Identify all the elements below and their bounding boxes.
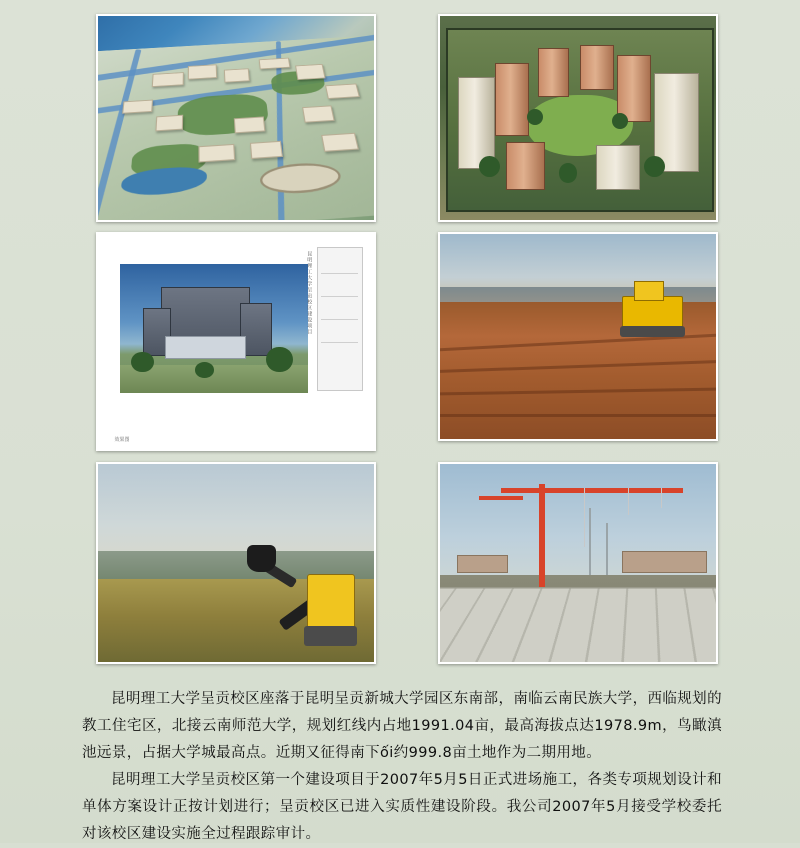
photo-excavator-site <box>96 462 376 664</box>
photo-campus-master-plan-model <box>96 14 376 222</box>
paragraph-1: 昆明理工大学呈贡校区座落于昆明呈贡新城大学园区东南部，南临云南民族大学，西临规划的教工住宅区，北接云南师范大学，规划红线内占地1991.04亩，最高海拔点达1978.9m，鸟瞰滇池远景，占据大学城最高点。近期又征得南下ối约999.8亩土地作为二期用地。 <box>82 691 722 761</box>
paragraph-2: 昆明理工大学呈贡校区第一个建设项目于2007年5月5日正式进场施工，各类专项规划设计和单体方案设计正按计划进行；呈贡校区已进入实质性建设阶段。我公司2007年5月接受学校委托对该校区建设实施全过程跟踪审计。 <box>82 772 722 842</box>
photo-campus-building-model <box>438 14 718 222</box>
photo-bulldozer-earthworks <box>438 232 718 441</box>
sheet-side-text: 昆明理工大学呈贡校区建设项目 <box>306 251 313 336</box>
photo-architecture-rendering-sheet <box>96 232 376 451</box>
photo-tower-crane-foundation <box>438 462 718 664</box>
body-text <box>82 686 722 848</box>
sheet-bottom-text: 效果图 <box>114 436 130 443</box>
